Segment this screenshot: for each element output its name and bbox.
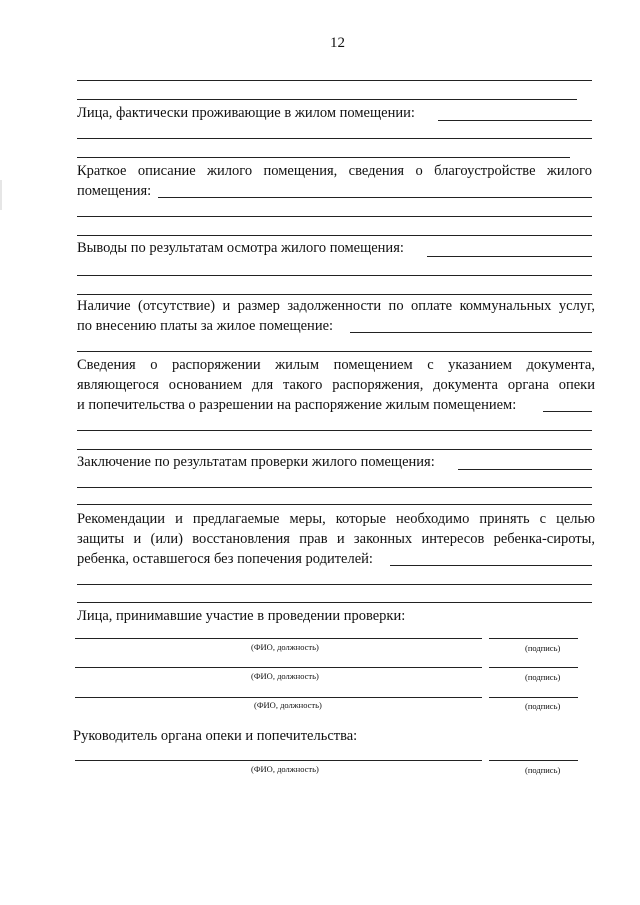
disposal-label-line3: и попечительства о разрешении на распоряжение жилым помещением: (77, 397, 517, 413)
blank-line (77, 430, 592, 431)
residents-field[interactable] (438, 120, 592, 121)
blank-line (77, 216, 592, 217)
participant-signature-field[interactable] (489, 638, 578, 639)
signature-caption: (подпись) (525, 765, 561, 775)
recommendations-label-line2: защиты и (или) восстановления прав и законных интересов ребенка-сироты, (77, 531, 595, 547)
conclusions-label: Выводы по результатам осмотра жилого помещения: (77, 240, 404, 256)
inspection-conclusion-label: Заключение по результатам проверки жилого помещения: (77, 454, 435, 470)
participants-label: Лица, принимавшие участие в проведении проверки: (77, 608, 406, 624)
participant-signature-field[interactable] (489, 667, 578, 668)
participant-name-field[interactable] (75, 697, 482, 698)
disposal-label-line2: являющегося основанием для такого распоряжения, документа органа опеки (77, 377, 595, 393)
blank-line (77, 449, 592, 450)
description-label-line2: помещения: (77, 183, 152, 199)
inspection-conclusion-field[interactable] (458, 469, 592, 470)
name-position-caption: (ФИО, должность) (251, 642, 319, 652)
conclusions-field[interactable] (427, 256, 592, 257)
recommendations-label-line1: Рекомендации и предлагаемые меры, которые необходимо принять с целью (77, 511, 595, 527)
disposal-field[interactable] (543, 411, 592, 412)
participant-signature-field[interactable] (489, 697, 578, 698)
participant-name-field[interactable] (75, 638, 482, 639)
residents-label: Лица, фактически проживающие в жилом помещении: (77, 105, 415, 121)
description-field[interactable] (158, 197, 592, 198)
blank-line (77, 487, 592, 488)
blank-line (77, 157, 570, 158)
blank-line (77, 602, 592, 603)
blank-line (77, 351, 592, 352)
debt-field[interactable] (350, 332, 592, 333)
description-label-line1: Краткое описание жилого помещения, сведения о благоустройстве жилого (77, 163, 592, 179)
head-name-field[interactable] (75, 760, 482, 761)
recommendations-field[interactable] (390, 565, 592, 566)
blank-line (77, 275, 592, 276)
blank-line (77, 99, 577, 100)
blank-line (77, 584, 592, 585)
signature-caption: (подпись) (525, 643, 561, 653)
page-number: 12 (330, 35, 345, 51)
recommendations-label-line3: ребенка, оставшегося без попечения родителей: (77, 551, 373, 567)
blank-line (77, 80, 592, 81)
blank-line (77, 138, 592, 139)
debt-label-line1: Наличие (отсутствие) и размер задолженности по оплате коммунальных услуг, (77, 298, 595, 314)
scan-edge (0, 180, 2, 210)
blank-line (77, 294, 592, 295)
name-position-caption: (ФИО, должность) (251, 764, 319, 774)
head-signature-field[interactable] (489, 760, 578, 761)
signature-caption: (подпись) (525, 672, 561, 682)
blank-line (77, 235, 592, 236)
participant-name-field[interactable] (75, 667, 482, 668)
signature-caption: (подпись) (525, 701, 561, 711)
name-position-caption: (ФИО, должность) (251, 671, 319, 681)
debt-label-line2: по внесению платы за жилое помещение: (77, 318, 334, 334)
name-position-caption: (ФИО, должность) (254, 700, 322, 710)
disposal-label-line1: Сведения о распоряжении жилым помещением с указанием документа, (77, 357, 595, 373)
blank-line (77, 504, 592, 505)
head-label: Руководитель органа опеки и попечительства: (73, 728, 358, 744)
